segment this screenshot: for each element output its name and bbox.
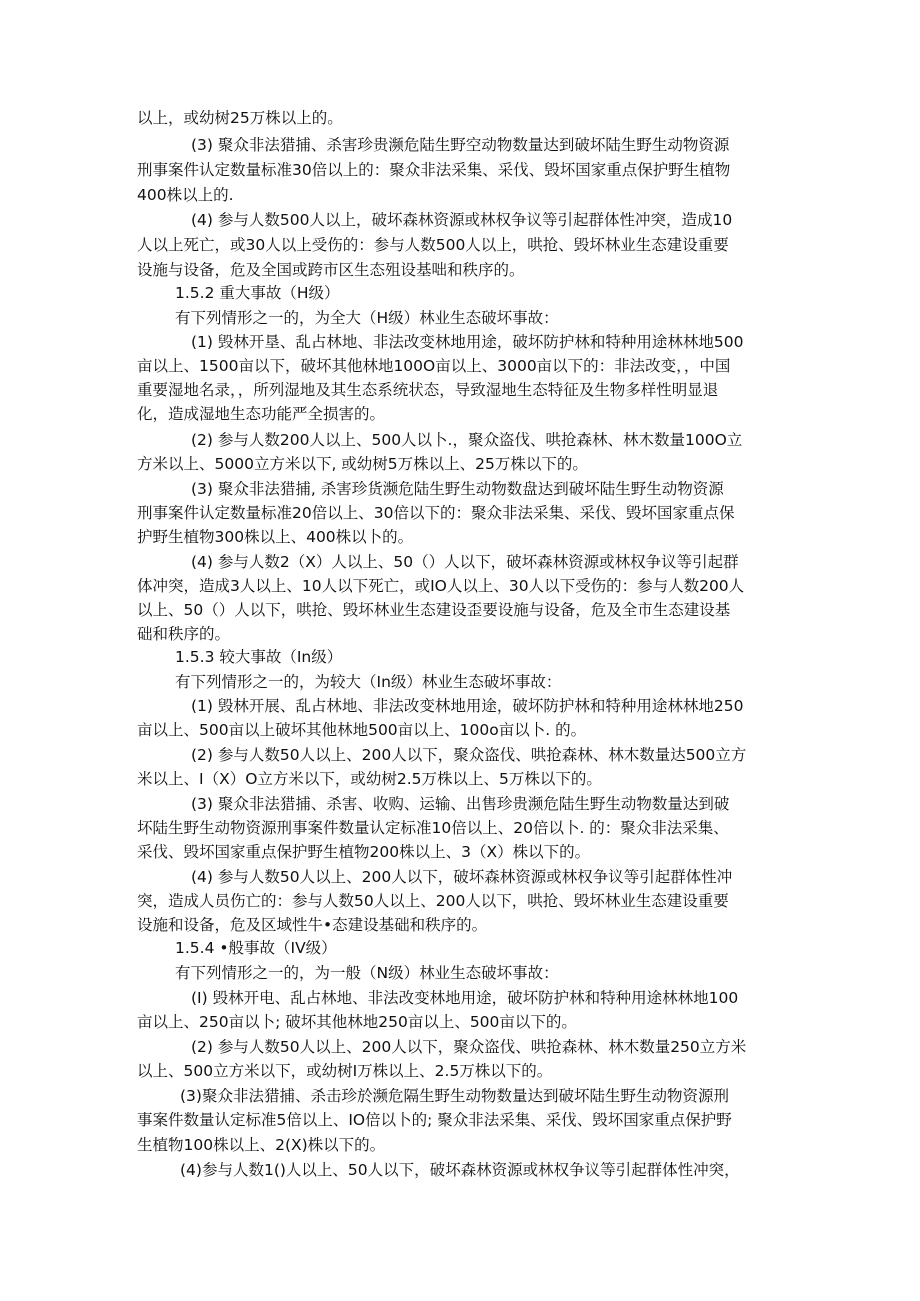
text-line: (4) 参与人数50人以上、200人以下，破坏森林资源或林权争议等引起群体性冲 (191, 868, 733, 886)
text-line: 亩以上、1500亩以下，破坏其他林地100O亩以上、3000亩以下的：非法改变，，中国 (137, 357, 731, 375)
text-line: 础和秩序的。 (137, 625, 231, 643)
text-line: (I) 毁林开电、乱占林地、非法改变林地用途，破坏防护林和特种用途林林地100 (191, 989, 739, 1007)
text-line: 以上，或幼树25万株以上的。 (137, 109, 343, 127)
text-line: 护野生植物300株以上、400株以卜的。 (137, 528, 414, 546)
text-line: (4) 参与人数2（X）人以上、50（）人以下，破坏森林资源或林权争议等引起群 (191, 553, 739, 571)
text-line: 米以上、I（X）O立方米以下，或幼树2.5万株以上、5万株以下的。 (137, 770, 602, 788)
text-line: 方米以上、5000立方米以下, 或幼树5万株以上、25万株以下的。 (137, 455, 588, 473)
text-line: 重要湿地名录，，所列湿地及其生态系统状态，导致湿地生态特征及生物多样性明显退 (137, 381, 719, 399)
text-line: 坏陆生野生动物资源刑事案件数量认定标准10倍以上、20倍以卜. 的：聚众非法采集、 (137, 819, 729, 837)
text-line: 以上、500立方米以下，或幼树I万株以上、2.5万株以下的。 (137, 1062, 553, 1080)
text-line: 有下列情形之一的，为较大（In级）林业生态破坏事故： (175, 673, 562, 691)
text-line: 突，造成人员伤亡的：参与人数50人以上、200人以下，哄抢、毁坏林业生态建设重要 (137, 892, 729, 910)
text-line: 有下列情形之一的，为全大（H级）林业生态破坏事故： (175, 309, 559, 327)
text-line: (3) 聚众非法猎捕、杀害、收购、运输、出售珍贵濒危陆生野生动物数量达到破 (191, 795, 730, 813)
text-line: 亩以上、250亩以卜; 破坏其他林地250亩以上、500亩以下的。 (137, 1013, 577, 1031)
section-heading: 1.5.4 •般事故（IV级） (175, 939, 337, 957)
text-line: (2) 参与人数200人以上、500人以卜.，聚众盗伐、哄抢森林、林木数量100O立 (191, 431, 743, 449)
text-line: (4) 参与人数500人以上，破坏森林资源或林权争议等引起群体性冲突，造成10 (191, 211, 733, 229)
text-line: 设施与设备，危及全国或跨市区生态殂设基咄和秩序的。 (137, 261, 525, 279)
text-line: 采伐、毁坏国家重点保护野生植物200株以上、3（X）株以下的。 (137, 843, 591, 861)
text-line: 刑事案件认定数量标准30倍以上的：聚众非法采集、采伐、毁坏国家重点保护野生植物 (137, 161, 731, 179)
text-line: (4)参与人数1()人以上、50人以下，破坏森林资源或林权争议等引起群体性冲突， (180, 1161, 740, 1179)
text-line: 亩以上、500亩以上破坏其他林地500亩以上、100o亩以卜. 的。 (137, 721, 587, 739)
text-line: 有下列情形之一的，为一般（N级）林业生态破坏事故： (175, 964, 559, 982)
text-line: (3) 聚众非法猎捕、杀害珍贵濒危陆生野空动物数量达到破坏陆生野生动物资源 (191, 136, 730, 154)
text-line: (2) 参与人数50人以上、200人以下，聚众盗伐、哄抢森林、林木数量250立方米 (191, 1038, 747, 1056)
text-line: (1) 毁林开垦、乱占林地、非法改变林地用途，破坏防护林和特种用途林林地500 (191, 333, 744, 351)
section-heading: 1.5.3 较大事故（In级） (175, 648, 343, 666)
text-line: (3)聚众非法猎捕、杀击珍於濒危隔生野生动物数量达到破坏陆生野生动物资源刑 (180, 1087, 729, 1105)
text-line: 设施和设备，危及区域性牛•态建设基础和秩序的。 (137, 916, 488, 934)
text-line: (3) 聚众非法猎捕, 杀害珍货濒危陆生野生动物数盘达到破坏陆生野生动物资源 (191, 480, 724, 498)
text-line: 体冲突，造成3人以上、10人以下死亡，或IO人以上、30人以下受伤的：参与人数200人 (137, 577, 745, 595)
text-line: 生植物100株以上、2(X)株以下的。 (137, 1136, 386, 1154)
text-line: (2) 参与人数50人以上、200人以下，聚众盗伐、哄抢森林、林木数量达500立方 (191, 746, 747, 764)
text-line: (1) 毁林开展、乱占林地、非法改变林地用途，破坏防护林和特种用途林林地250 (191, 697, 744, 715)
text-line: 事案件数量认定标准5倍以上、IO倍以卜的; 聚众非法采集、采伐、毁坏国家重点保护野 (137, 1111, 732, 1129)
text-line: 化，造成湿地生态功能严全损害的。 (137, 405, 386, 423)
text-line: 刑事案件认定数量标准20倍以上、30倍以下的：聚众非法采集、采伐、毁坏国家重点保 (137, 504, 735, 522)
text-line: 400株以上的. (137, 186, 234, 204)
text-line: 人以上死亡，或30人以上受伤的：参与人数500人以上，哄抢、毁坏林业生态建设重要 (137, 236, 729, 254)
section-heading: 1.5.2 重大事故（H级） (175, 284, 340, 302)
text-line: 以上、50（）人以下，哄抢、毁坏林业生态建设歪要设施与设备，危及全市生态建设基 (137, 601, 731, 619)
